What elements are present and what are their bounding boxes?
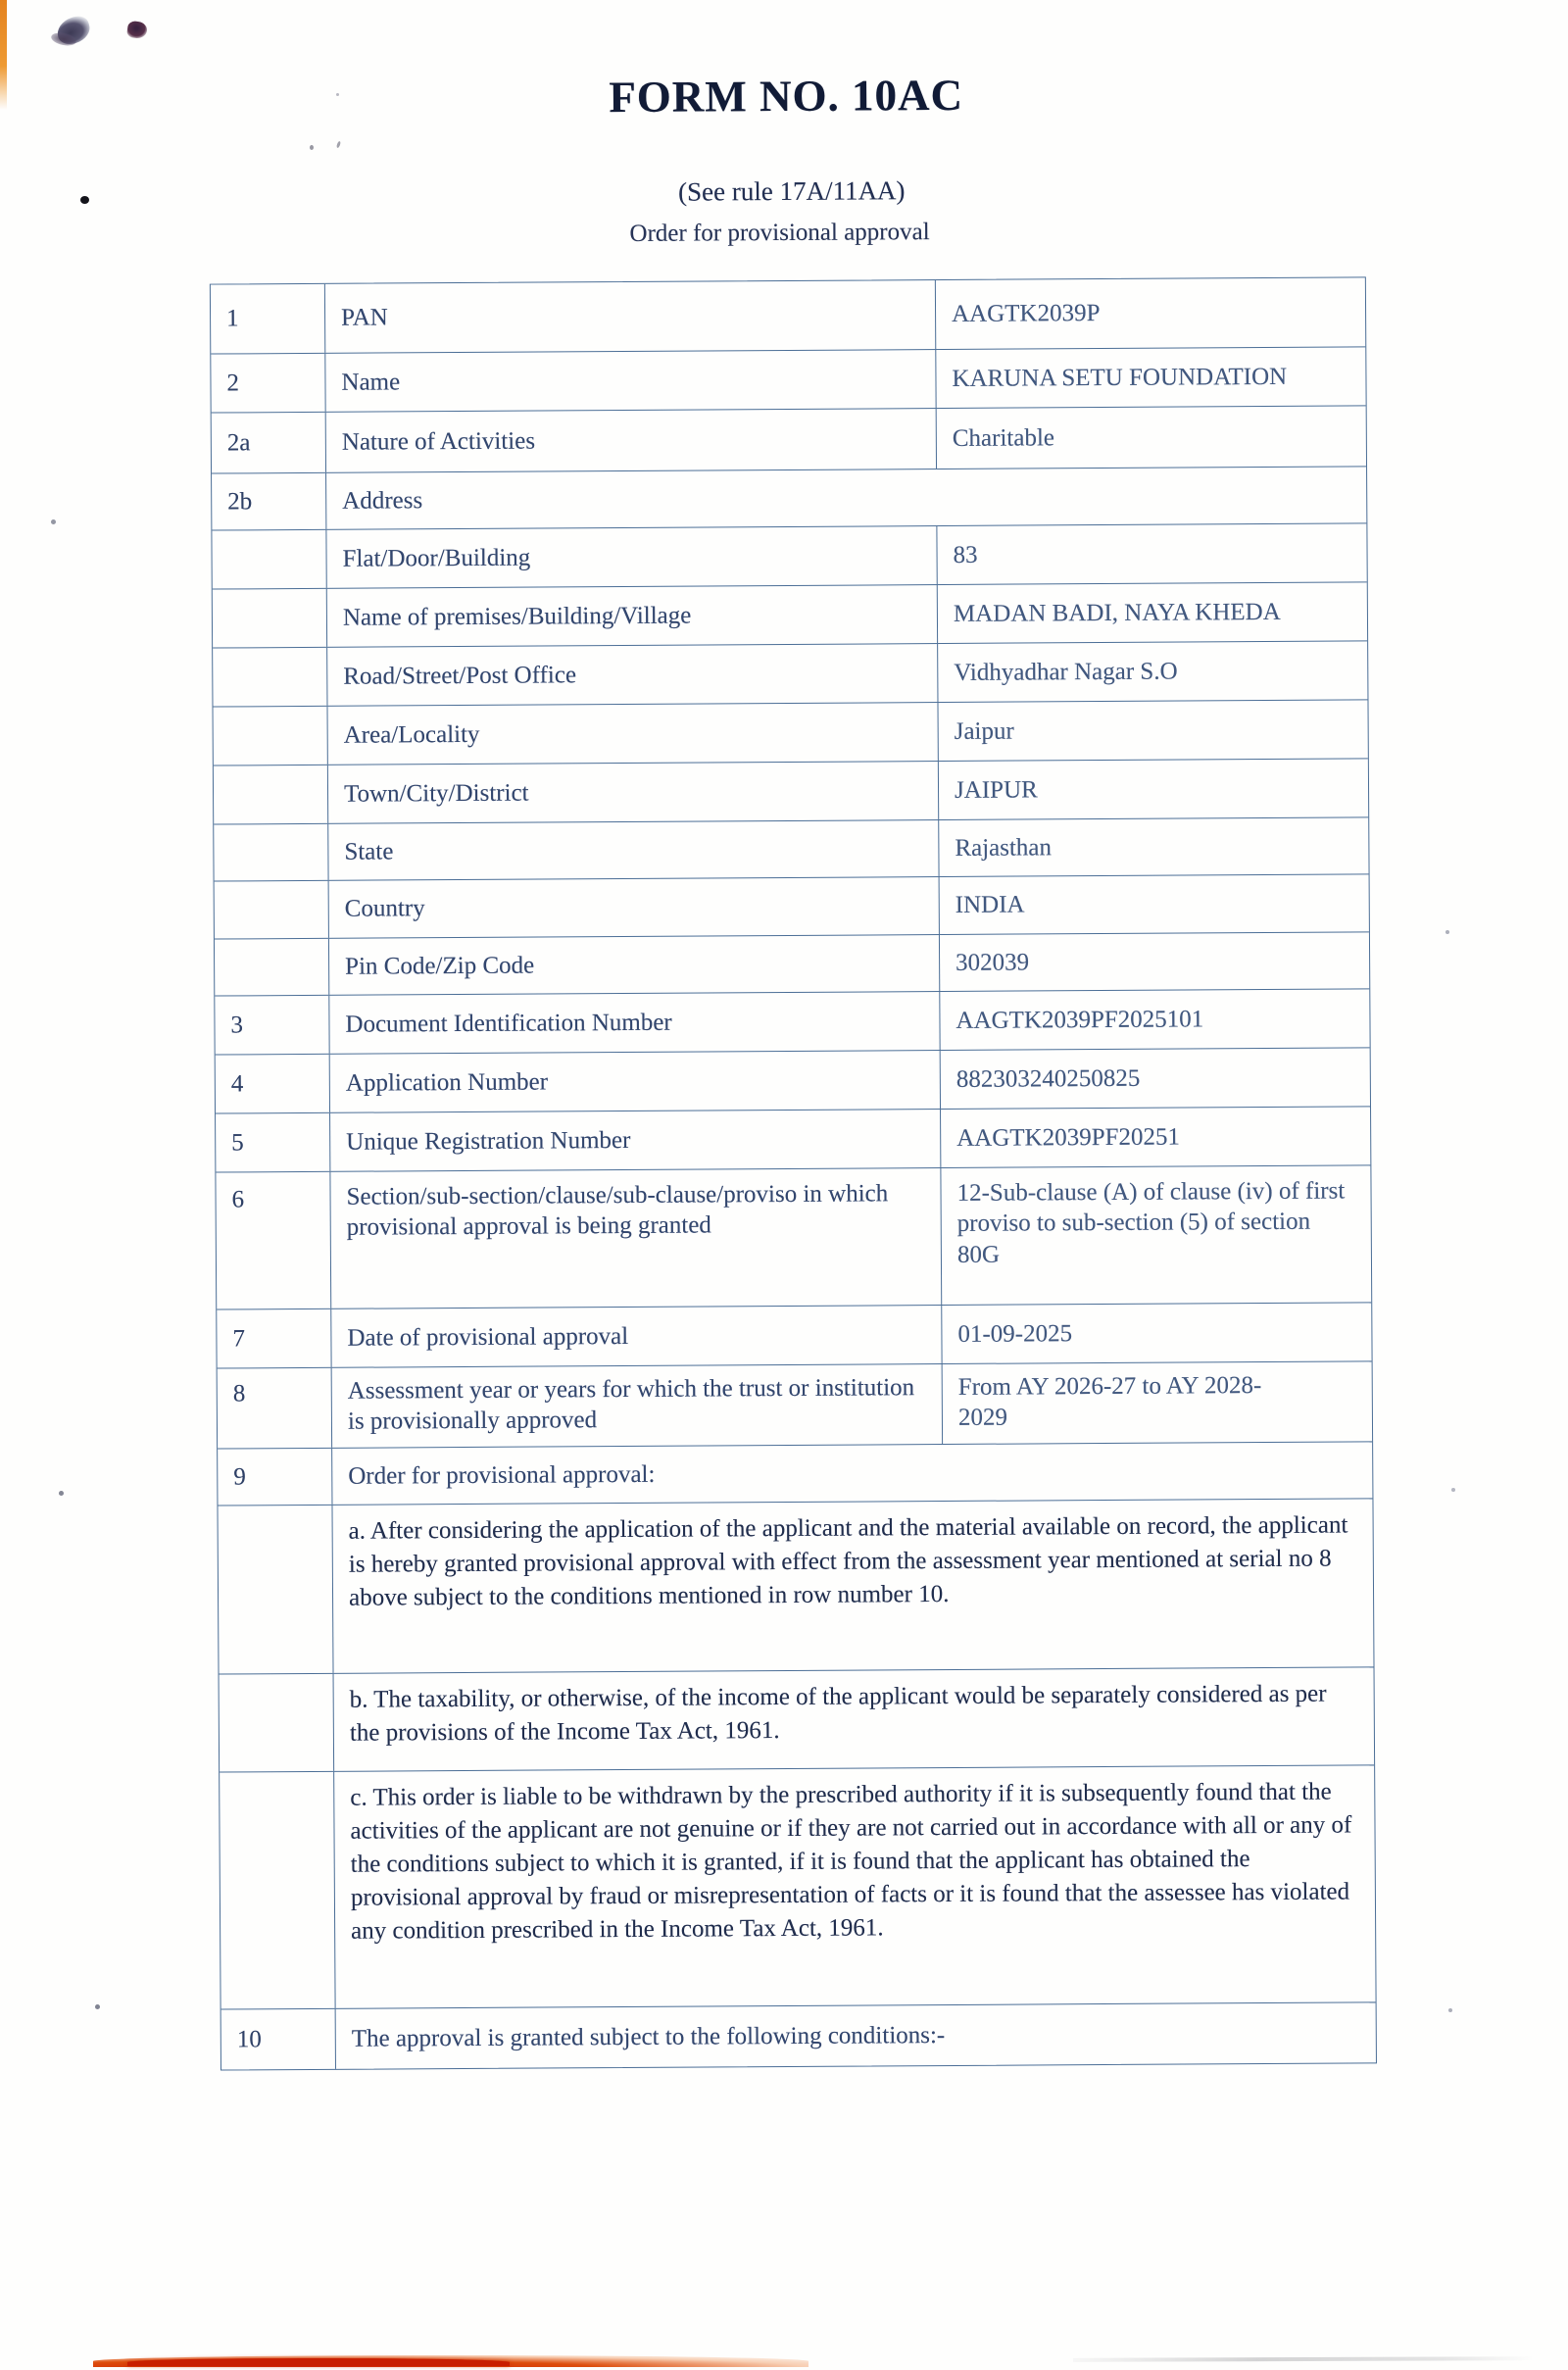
field-label: Area/Locality bbox=[327, 703, 938, 765]
field-label: Document Identification Number bbox=[329, 992, 940, 1054]
field-value: AAGTK2039PF2025101 bbox=[956, 1006, 1204, 1034]
field-label: Nature of Activities bbox=[326, 409, 937, 472]
table-row-conditions bbox=[221, 2001, 1376, 2069]
table-row-pan bbox=[211, 277, 1365, 353]
row-number: 6 bbox=[216, 1172, 331, 1309]
field-value: Charitable bbox=[952, 424, 1055, 452]
table-row-din bbox=[215, 988, 1369, 1054]
field-value: AAGTK2039P bbox=[951, 300, 1101, 328]
field-label: Country bbox=[329, 877, 940, 938]
field-label: Order for provisional approval: bbox=[348, 1460, 656, 1490]
row-number: 1 bbox=[211, 284, 325, 354]
row-number bbox=[212, 530, 326, 589]
field-value: Vidhyadhar Nagar S.O bbox=[954, 658, 1178, 686]
row-number bbox=[214, 707, 328, 765]
table-row-pin-code bbox=[215, 931, 1369, 995]
field-value: AAGTK2039PF20251 bbox=[956, 1123, 1181, 1152]
field-label: Name of premises/Building/Village bbox=[327, 585, 938, 647]
field-value: 12-Sub-clause (A) of clause (iv) of first proviso to sub-section (5) of section 80G bbox=[956, 1177, 1346, 1268]
table-row-approval-date bbox=[217, 1302, 1371, 1367]
table-row-nature-of-activities bbox=[212, 405, 1366, 472]
paragraph-text: c. This order is liable to be withdrawn by the prescribed authority if it is subsequently found that the activities of the applicant are not genuine or if they are not carried out in accordance with all or any of the conditions subject to which it is granted, if it is found that the applicant has obtained the provisional approval by fraud or misrepresentation of facts or it is found that the assessee has violated any condition prescribed in the Income Tax Act, 1961. bbox=[350, 1778, 1352, 1945]
field-label: Assessment year or years for which the trust or institution is provisionally approved bbox=[332, 1364, 943, 1448]
row-number bbox=[220, 1674, 335, 1772]
row-number bbox=[215, 939, 329, 996]
field-value: 302039 bbox=[956, 949, 1030, 976]
table-row-country bbox=[215, 873, 1369, 938]
row-number bbox=[214, 765, 328, 824]
table-row-application-number bbox=[216, 1047, 1370, 1112]
field-label: PAN bbox=[325, 280, 936, 353]
table-row-address-header bbox=[212, 466, 1366, 529]
order-subtitle: Order for provisional approval bbox=[629, 219, 930, 247]
row-number: 2b bbox=[212, 473, 326, 530]
row-number: 9 bbox=[218, 1449, 332, 1506]
field-label: Unique Registration Number bbox=[330, 1110, 941, 1171]
row-number bbox=[215, 881, 329, 939]
table-row-order-header bbox=[218, 1441, 1372, 1505]
table-row-assessment-years bbox=[218, 1360, 1372, 1448]
rule-reference: (See rule 17A/11AA) bbox=[677, 175, 906, 207]
row-number bbox=[213, 648, 327, 707]
field-value-text: From AY 2026-27 to AY 2028-2029 bbox=[957, 1372, 1262, 1432]
field-label: Address bbox=[342, 487, 423, 515]
field-value: 83 bbox=[953, 541, 978, 568]
paragraph-text: b. The taxability, or otherwise, of the income of the applicant would be separately considered as per the provisions of the Income Tax Act, 1961. bbox=[349, 1680, 1327, 1747]
field-value: 01-09-2025 bbox=[957, 1320, 1073, 1348]
row-number bbox=[214, 824, 328, 881]
table-row-order-paragraph-b bbox=[220, 1666, 1375, 1771]
row-number: 2 bbox=[211, 354, 325, 413]
field-label: Section/sub-section/clause/sub-clause/proviso in which provisional approval is being granted bbox=[330, 1168, 942, 1308]
table-row-town-city bbox=[214, 758, 1368, 823]
field-label: Name bbox=[325, 350, 936, 412]
field-label: State bbox=[328, 820, 939, 880]
row-number: 4 bbox=[216, 1055, 330, 1113]
field-label: The approval is granted subject to the following conditions:- bbox=[351, 2021, 946, 2052]
row-number: 10 bbox=[221, 2009, 336, 2070]
field-value: 882303240250825 bbox=[956, 1064, 1141, 1093]
field-value: KARUNA SETU FOUNDATION bbox=[952, 363, 1288, 392]
table-row-name bbox=[211, 346, 1365, 412]
row-number bbox=[213, 589, 327, 648]
field-value bbox=[943, 1361, 1372, 1444]
row-number: 5 bbox=[216, 1113, 330, 1172]
form-table bbox=[210, 276, 1377, 2070]
field-value: JAIPUR bbox=[954, 776, 1038, 804]
row-number: 8 bbox=[218, 1368, 332, 1449]
row-number bbox=[220, 1772, 335, 2009]
field-label: Road/Street/Post Office bbox=[327, 644, 938, 706]
table-row-order-paragraph-a bbox=[218, 1498, 1373, 1673]
table-row-urn bbox=[216, 1106, 1370, 1171]
field-value: Jaipur bbox=[954, 717, 1014, 745]
field-label: Flat/Door/Building bbox=[326, 526, 937, 588]
table-row-road-street bbox=[213, 640, 1367, 706]
field-value: INDIA bbox=[955, 891, 1025, 919]
field-label: Pin Code/Zip Code bbox=[329, 935, 940, 995]
row-number: 2a bbox=[212, 413, 326, 473]
row-number: 7 bbox=[217, 1309, 331, 1368]
table-row-flat-door-building bbox=[212, 522, 1366, 588]
table-row-premises bbox=[213, 581, 1367, 647]
form-title: FORM NO. 10AC bbox=[609, 70, 964, 123]
row-number: 3 bbox=[215, 996, 329, 1055]
paragraph-text: a. After considering the application of the applicant and the material available on record, the applicant is hereby granted provisional approval with effect from the assessment year mentioned at serial no 8 above subject to the conditions mentioned in row number 10. bbox=[348, 1511, 1348, 1611]
field-value: Rajasthan bbox=[955, 834, 1053, 862]
row-number bbox=[218, 1506, 333, 1674]
table-row-order-paragraph-c bbox=[220, 1764, 1375, 2008]
field-label: Application Number bbox=[330, 1051, 941, 1112]
field-label: Town/City/District bbox=[328, 762, 939, 823]
table-row-section-clause bbox=[216, 1164, 1371, 1308]
table-row-state bbox=[214, 816, 1368, 880]
table-row-area-locality bbox=[213, 699, 1367, 765]
field-value: MADAN BADI, NAYA KHEDA bbox=[953, 598, 1281, 627]
field-label: Date of provisional approval bbox=[331, 1306, 942, 1367]
